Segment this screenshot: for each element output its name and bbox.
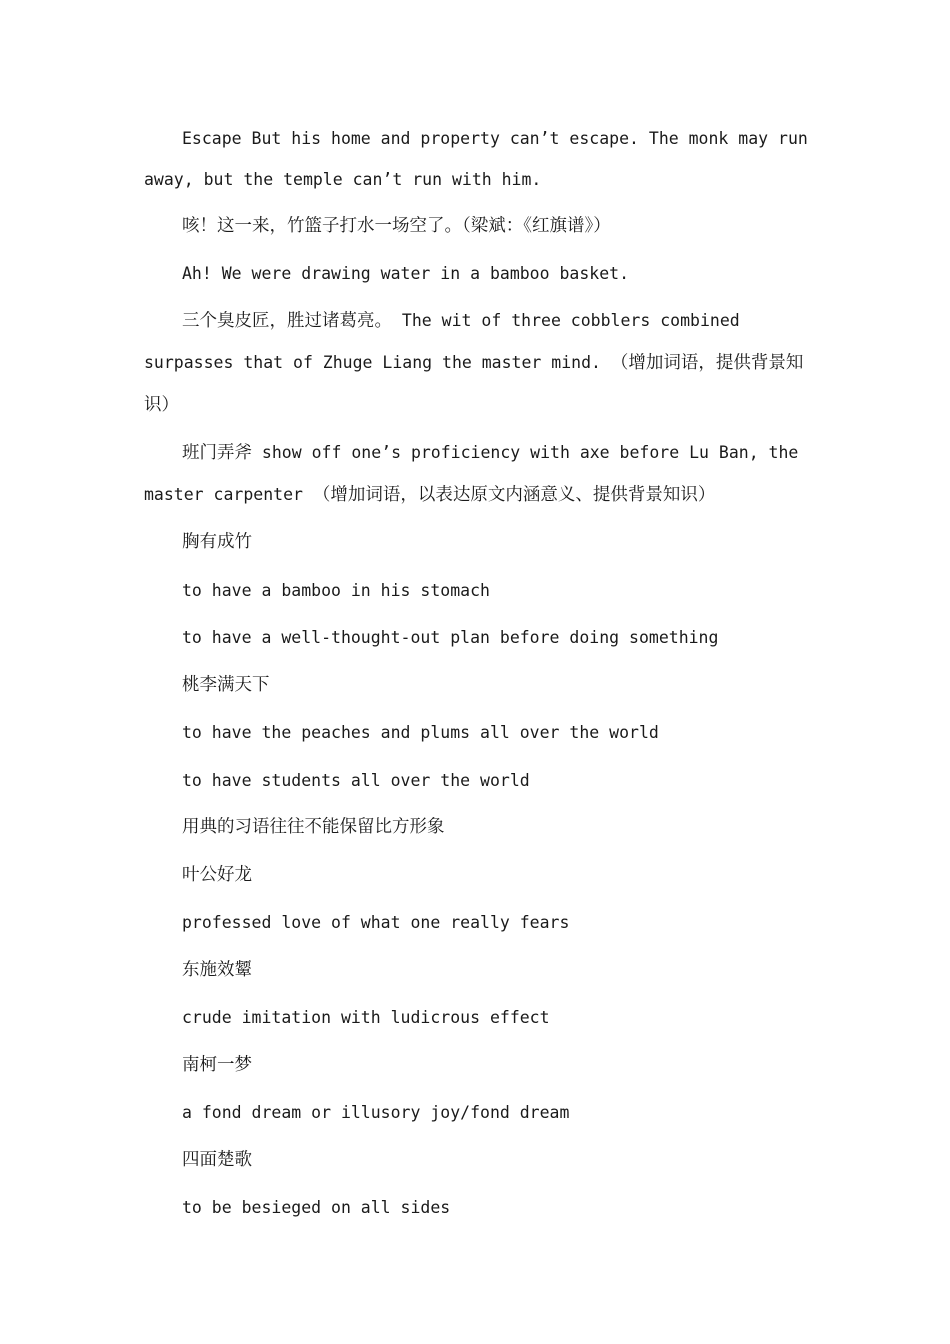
idiom-english-line: to have a well-thought-out plan before doing something (182, 628, 719, 647)
translation-note: （增加词语，以表达原文内涵意义、提供背景知识） (312, 485, 716, 505)
paragraph-text: Ah! We were drawing water in a bamboo basket. (182, 264, 630, 283)
paragraph-lu-ban-axe (144, 432, 808, 516)
paragraph-monk-temple (144, 118, 808, 200)
paragraph-text: 咳！这一来，竹篮子打水一场空了。（梁斌：《红旗谱》） (182, 216, 611, 236)
idiom-chinese-line: 胸有成竹 (182, 532, 252, 552)
idiom-english-line: to have a bamboo in his stomach (182, 580, 490, 600)
idiom-english-line: to have the peaches and plums all over the world (182, 723, 659, 742)
paragraph-three-cobblers (144, 300, 808, 426)
idiom-chinese-line: 四面楚歌 (182, 1149, 252, 1170)
idiom-chinese-line: 用典的习语往往不能保留比方形象 (182, 817, 445, 837)
idiom-english-line: to have students all over the world (182, 770, 530, 790)
idiom-chinese-line: 东施效颦 (182, 959, 252, 980)
idiom-chinese-line: 桃李满天下 (182, 674, 270, 695)
idiom-english-line: a fond dream or illusory joy/fond dream (182, 1103, 570, 1122)
chinese-proverb: 三个臭皮匠，胜过诸葛亮。 (182, 311, 392, 331)
idiom-chinese-line: 南柯一梦 (182, 1054, 252, 1075)
paragraph-bamboo-basket-cn (144, 206, 808, 247)
document-body (144, 118, 808, 1235)
idiom-english-line: to be besieged on all sides (182, 1198, 451, 1217)
chinese-proverb: 班门弄斧 (182, 443, 252, 463)
paragraph-text: Escape But his home and property can’t escape. The monk may run away, but the temple can’t run with him. (144, 129, 808, 189)
paragraph-bamboo-basket-en (144, 253, 808, 294)
idiom-english-line: crude imitation with ludicrous effect (182, 1008, 550, 1027)
translation-note: （增加词语，提供背景知识） (144, 353, 804, 415)
idiom-english-line: professed love of what one really fears (182, 913, 570, 932)
english-translation: The wit of three cobblers combined surpasses that of Zhuge Liang the master mind. (144, 311, 740, 372)
english-translation: show off one’s proficiency with axe before Lu Ban, the master carpenter (144, 443, 799, 504)
idiom-list (144, 522, 808, 1229)
idiom-chinese-line: 叶公好龙 (182, 864, 252, 885)
